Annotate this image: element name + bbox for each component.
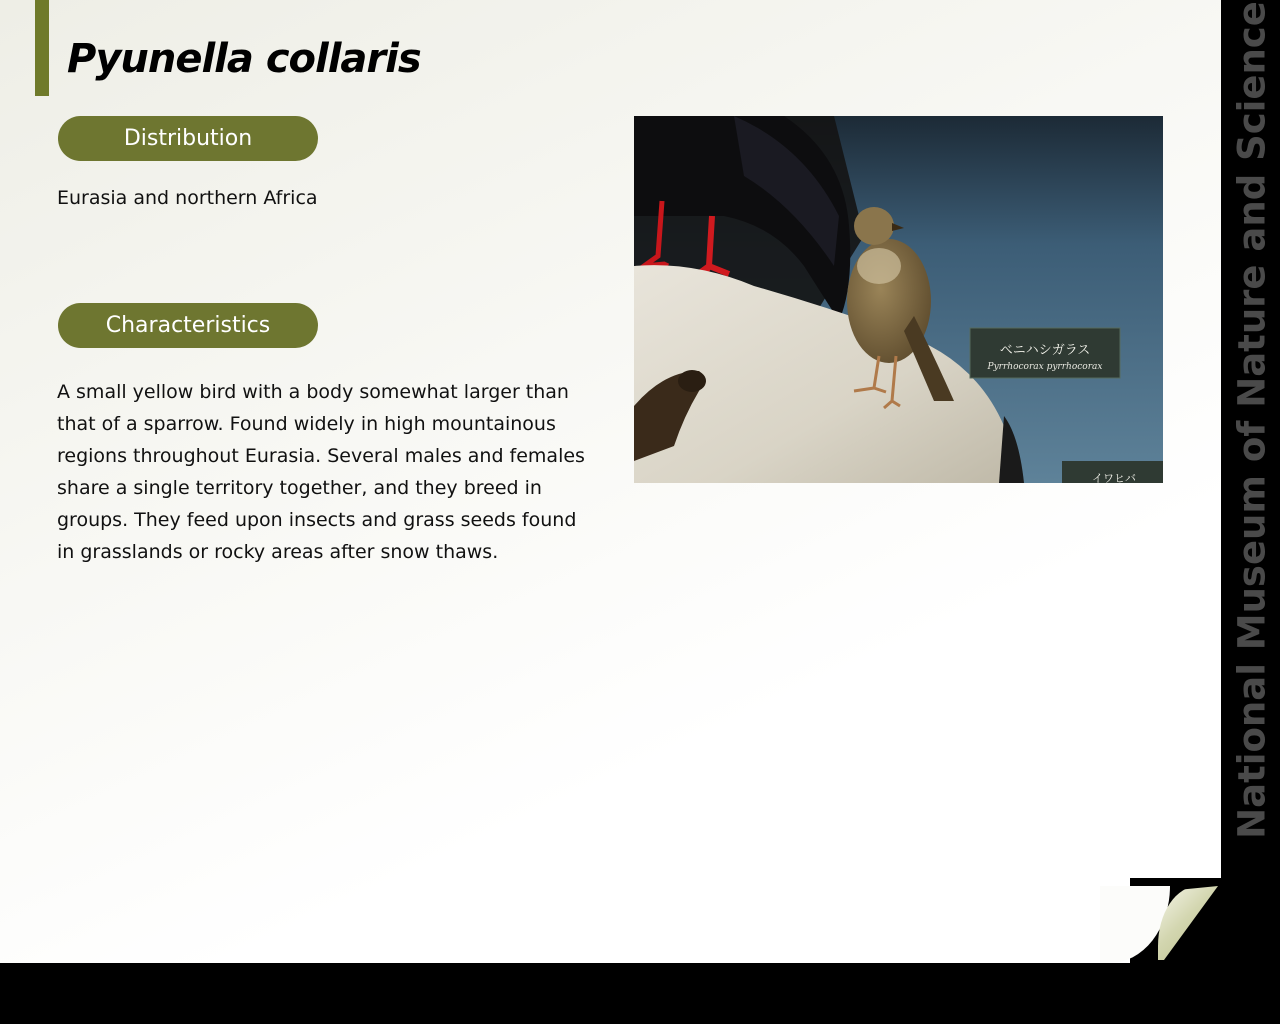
- characteristics-heading: Characteristics: [58, 303, 318, 348]
- distribution-heading: Distribution: [58, 116, 318, 161]
- specimen-photo-illustration: [634, 116, 1163, 483]
- sign-japanese-label: ベニハシガラス: [999, 343, 1091, 358]
- sign2-label: イワヒバ: [1092, 472, 1136, 483]
- characteristics-text: A small yellow bird with a body somewhat larger than that of a sparrow. Found widely in high mountainous regions throughout Eurasia. Several males and females share a single territory together, and they breed in groups. They feed upon insects and grass seeds found in grasslands or rocky areas after snow thaws.: [57, 381, 585, 563]
- specimen-photo: [634, 116, 1163, 483]
- distribution-text: Eurasia and northern Africa: [57, 187, 318, 209]
- title-accent-bar: [35, 0, 49, 96]
- museum-credit: [1226, 0, 1278, 840]
- page-title: Pyunella collaris: [67, 36, 421, 82]
- museum-credit-text: National Museum of Nature and Science: [1230, 1, 1274, 839]
- sign-latin-label: Pyrrhocorax pyrrhocorax: [987, 362, 1103, 372]
